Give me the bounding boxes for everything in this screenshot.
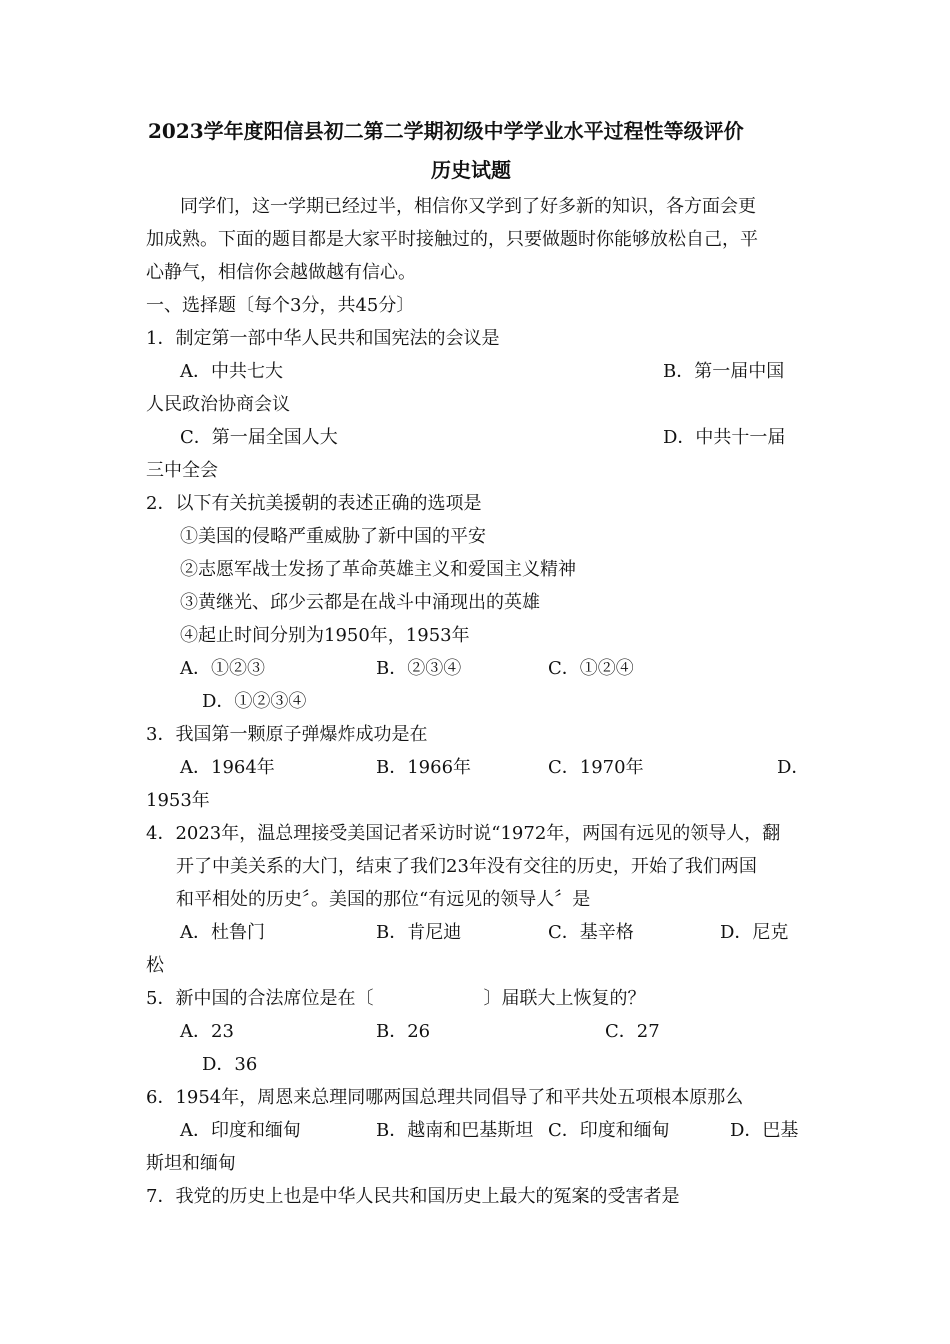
q2-option-d: D．①②③④	[202, 691, 307, 712]
q6-option-b: B．越南和巴基斯坦	[376, 1120, 534, 1141]
q5-option-c: C．27	[605, 1021, 660, 1042]
q4-stem-line-3: 和平相处的历史〞。美国的那位“有远见的领导人〞是	[176, 889, 591, 910]
q1-option-c: C．第一届全国人大	[180, 427, 338, 448]
q2-option-a: A．①②③	[180, 658, 265, 679]
q2-stem: 2．以下有关抗美援朝的表述正确的选项是	[146, 493, 482, 514]
intro-line-2: 加成熟。下面的题目都是大家平时接触过的，只要做题时你能够放松自己，平	[146, 229, 758, 250]
q1-option-a: A．中共七大	[180, 361, 283, 382]
q2-option-b: B．②③④	[376, 658, 462, 679]
q2-item-4: ④起止时间分别为1950年，1953年	[180, 625, 470, 646]
q1-option-d-cont: 三中全会	[146, 460, 218, 481]
q1-option-d: D．中共十一届	[663, 427, 786, 448]
q4-option-a: A．杜鲁门	[180, 922, 265, 943]
q5-stem-post: 〕届联大上恢复的？	[483, 988, 646, 1009]
q6-option-c: C．印度和缅甸	[548, 1120, 670, 1141]
title-line-1: 2023学年度阳信县初二第二学期初级中学学业水平过程性等级评价	[148, 119, 744, 143]
q5-option-d: D．36	[202, 1054, 258, 1075]
q6-option-d: D．巴基	[730, 1120, 799, 1141]
q7-stem: 7．我党的历史上也是中华人民共和国历史上最大的冤案的受害者是	[146, 1186, 680, 1207]
q3-option-a: A．1964年	[180, 757, 275, 778]
q6-stem: 6．1954年，周恩来总理同哪两国总理共同倡导了和平共处五项根本原那么	[146, 1087, 744, 1108]
q2-item-1: ①美国的侵略严重威胁了新中国的平安	[180, 526, 486, 547]
q4-option-b: B．肯尼迪	[376, 922, 462, 943]
q1-option-b-cont: 人民政治协商会议	[146, 394, 290, 415]
q4-stem-line-1: 4．2023年，温总理接受美国记者采访时说“1972年，两国有远见的领导人，翻	[146, 823, 781, 844]
q2-item-2: ②志愿军战士发扬了革命英雄主义和爱国主义精神	[180, 559, 576, 580]
q2-option-c: C．①②④	[548, 658, 634, 679]
q3-option-d-cont: 1953年	[146, 790, 210, 811]
q3-stem: 3．我国第一颗原子弹爆炸成功是在	[146, 724, 428, 745]
q4-option-c: C．基辛格	[548, 922, 634, 943]
q2-item-3: ③黄继光、邱少云都是在战斗中涌现出的英雄	[180, 592, 540, 613]
intro-line-3: 心静气，相信你会越做越有信心。	[146, 262, 416, 283]
q6-option-a: A．印度和缅甸	[180, 1120, 301, 1141]
q1-option-b: B．第一届中国	[663, 361, 785, 382]
q5-stem-pre: 5．新中国的合法席位是在〔	[146, 988, 374, 1009]
q3-option-b: B．1966年	[376, 757, 472, 778]
q5-option-b: B．26	[376, 1021, 431, 1042]
q6-option-d-cont: 斯坦和缅甸	[146, 1153, 236, 1174]
q4-option-d: D．尼克	[720, 922, 789, 943]
q3-option-d: D．	[777, 757, 810, 778]
q4-option-d-cont: 松	[146, 955, 164, 976]
q3-option-c: C．1970年	[548, 757, 644, 778]
q1-stem: 1．制定第一部中华人民共和国宪法的会议是	[146, 328, 500, 349]
q5-stem	[146, 988, 645, 1010]
section-header: 一、选择题〔每个3分，共45分〕	[146, 295, 415, 316]
q4-stem-line-2: 开了中美关系的大门，结束了我们23年没有交往的历史，开始了我们两国	[176, 856, 757, 877]
intro-line-1: 同学们，这一学期已经过半，相信你又学到了好多新的知识，各方面会更	[180, 196, 756, 217]
title-line-2: 历史试题	[431, 158, 511, 182]
q5-option-a: A．23	[180, 1021, 234, 1042]
